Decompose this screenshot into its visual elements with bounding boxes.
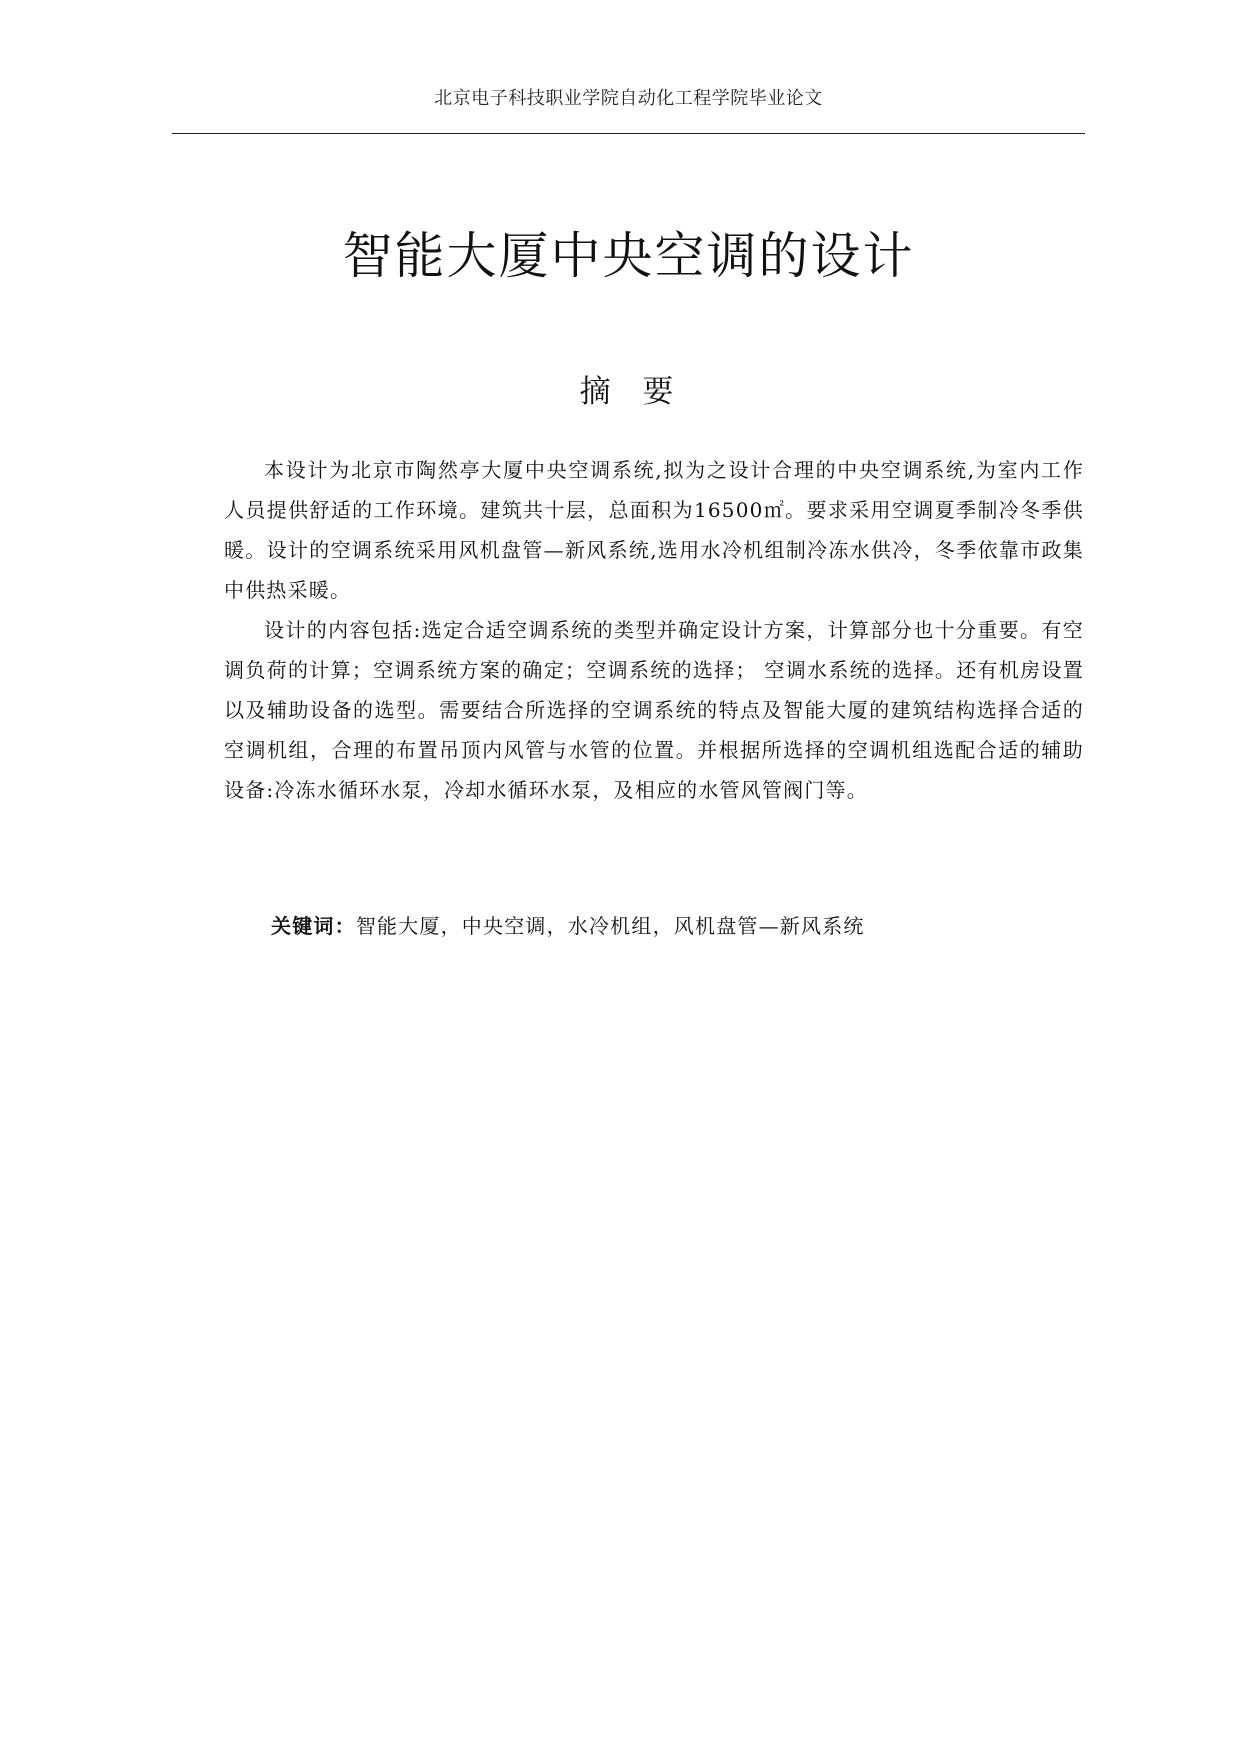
abstract-heading: 摘 要 — [579, 374, 678, 410]
running-header: 北京电子科技职业学院自动化工程学院毕业论文 — [434, 88, 823, 109]
keywords-text: 智能大厦，中央空调，水冷机组，风机盘管—新风系统 — [355, 914, 865, 938]
header-divider — [172, 133, 1085, 134]
abstract-body — [224, 450, 1084, 810]
document-title: 智能大厦中央空调的设计 — [342, 227, 915, 285]
abstract-paragraph-2: 设计的内容包括:选定合适空调系统的类型并确定设计方案，计算部分也十分重要。有空调负荷的计算；空调系统方案的确定；空调系统的选择； 空调水系统的选择。还有机房设置以及辅助设备的选型。需要结合所选择的空调系统的特点及智能大厦的建筑结构选择合适的空调机组，合理的布置吊顶内风管与水管的位置。并根据所选择的空调机组选配合适的辅助设备:冷冻水循环水泵，冷却水循环水泵，及相应的水管风管阀门等。 — [224, 618, 1084, 802]
keywords-line — [271, 906, 1084, 946]
abstract-paragraph-1: 本设计为北京市陶然亭大厦中央空调系统,拟为之设计合理的中央空调系统,为室内工作人员提供舒适的工作环境。建筑共十层，总面积为16500㎡。要求采用空调夏季制冷冬季供暖。设计的空调系统采用风机盘管—新风系统,选用水冷机组制冷冻水供冷，冬季依靠市政集中供热采暖。 — [224, 458, 1084, 602]
keywords-label: 关键词： — [271, 914, 356, 938]
